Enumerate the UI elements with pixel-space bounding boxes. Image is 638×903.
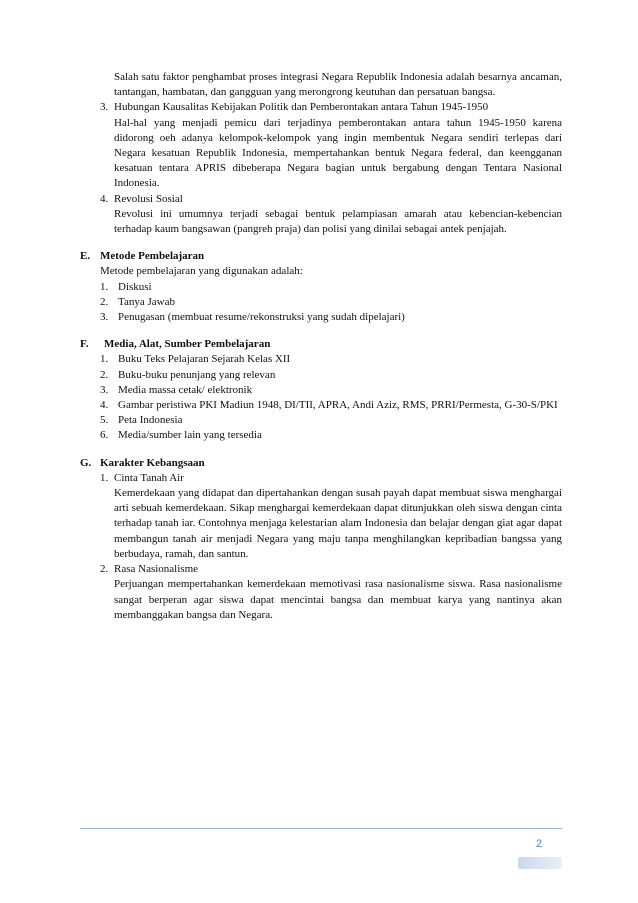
item-text: Kemerdekaan yang didapat dan dipertahankan dengan susah payah dapat membuat siswa menghargai arti sebuah kemerdekaan. Sikap menghargai kemerdekaan dapat ditunjukkan oleh siswa dengan cinta terhadap tanah iar. Contohnya menjaga kelestarian alam Indonesia dan belajar dengan giat agar dapat membangun tanah air menjadi Negara yang maju tanpa menghilangkan kepribadian bangssa yang berbudaya, ramah, dan santun. <box>114 487 562 560</box>
list-text: Media/sumber lain yang tersedia <box>118 429 262 442</box>
list-item <box>80 280 562 295</box>
list-text: Buku Teks Pelajaran Sejarah Kelas XII <box>118 353 291 366</box>
list-item <box>80 398 562 413</box>
item-title: Revolusi Sosial <box>114 192 183 205</box>
list-text: Peta Indonesia <box>118 414 183 427</box>
list-item <box>80 471 562 562</box>
list-text: Gambar peristiwa PKI Madiun 1948, DI/TII, APRA, Andi Aziz, RMS, PRRI/Permesta, G-30-S/PKI <box>118 399 558 412</box>
list-number: 3. <box>100 311 109 324</box>
list-number: 4. <box>100 399 109 412</box>
section-title: Metode Pembelajaran <box>100 250 205 263</box>
section-karakter-kebangsaan <box>80 456 562 623</box>
list-text: Buku-buku penunjang yang relevan <box>118 368 276 381</box>
section-metode-pembelajaran <box>80 249 562 325</box>
list-number: 2. <box>100 368 109 381</box>
footer-divider <box>80 828 562 829</box>
list-item <box>80 428 562 443</box>
section-letter: E. <box>80 250 91 263</box>
list-number: 3. <box>100 383 109 396</box>
list-text: Penugasan (membuat resume/rekonstruksi yang sudah dipelajari) <box>118 311 405 324</box>
section-letter: F. <box>80 338 89 351</box>
list-item <box>80 413 562 428</box>
list-text: Diskusi <box>118 280 152 293</box>
item-text: Perjuangan mempertahankan kemerdekaan memotivasi rasa nasionalisme siswa. Rasa nasionalisme sangat berperan agar siswa dapat mencintai bangsa dan membuat karya yang nantinya akan membanggakan bangsa dan Negara. <box>114 578 562 621</box>
item-title: Hubungan Kausalitas Kebijakan Politik dan Pemberontakan antara Tahun 1945-1950 <box>114 101 489 114</box>
list-number: 5. <box>100 414 109 427</box>
list-number: 2. <box>100 295 109 308</box>
list-item <box>80 295 562 310</box>
list-text: Tanya Jawab <box>118 295 175 308</box>
footer-decoration <box>518 857 562 869</box>
list-item <box>80 192 562 238</box>
section-title: Media, Alat, Sumber Pembelajaran <box>104 338 271 351</box>
section-heading <box>80 249 562 264</box>
list-item <box>80 562 562 623</box>
item-number: 1. <box>100 471 109 484</box>
list-number: 1. <box>100 353 109 366</box>
item-number: 3. <box>100 101 109 114</box>
section-heading <box>80 456 562 471</box>
page-content <box>80 70 562 623</box>
list-text: Media massa cetak/ elektronik <box>118 383 253 396</box>
section-title: Karakter Kebangsaan <box>100 456 205 469</box>
list-item <box>80 310 562 325</box>
item-title: Cinta Tanah Air <box>114 471 184 484</box>
list-number: 6. <box>100 429 109 442</box>
item-number: 2. <box>100 563 109 576</box>
section-heading <box>80 337 562 352</box>
section-media-alat-sumber <box>80 337 562 443</box>
list-item <box>80 383 562 398</box>
intro-paragraph: Salah satu faktor penghambat proses integrasi Negara Republik Indonesia adalah besarnya ancaman, tantangan, hambatan, dan gangguan yang merongrong keutuhan dan persatuan bangsa. <box>114 71 562 99</box>
item-text: Hal-hal yang menjadi pemicu dari terjadinya pemberontakan antara tahun 1945-1950 karena didorong oeh adanya kelompok-kelompok yang ingin membentuk Negara sendiri terlepas dari Negara kesatuan Republik Indonesia, mempertahankan bentuk Negara federal, dan keengganan kesatuan tentara APRIS dibeberapa Negara bagian untuk bergabung dengan Tentara Nasional Indonesia. <box>114 116 562 190</box>
item-title: Rasa Nasionalisme <box>114 563 199 576</box>
list-item <box>80 100 562 191</box>
section-letter: G. <box>80 456 92 469</box>
item-text: Revolusi ini umumnya terjadi sebagai bentuk pelampiasan amarah atau kebencian-kebencian terhadap kaum bangsawan (pangreh praja) dan polisi yang dinilai sebagai antek penjajah. <box>114 207 562 236</box>
section-intro: Metode pembelajaran yang digunakan adalah: <box>100 265 303 278</box>
list-item <box>80 352 562 367</box>
list-number: 1. <box>100 280 109 293</box>
list-item <box>80 368 562 383</box>
item-number: 4. <box>100 192 109 205</box>
page-number: 2 <box>536 838 543 850</box>
